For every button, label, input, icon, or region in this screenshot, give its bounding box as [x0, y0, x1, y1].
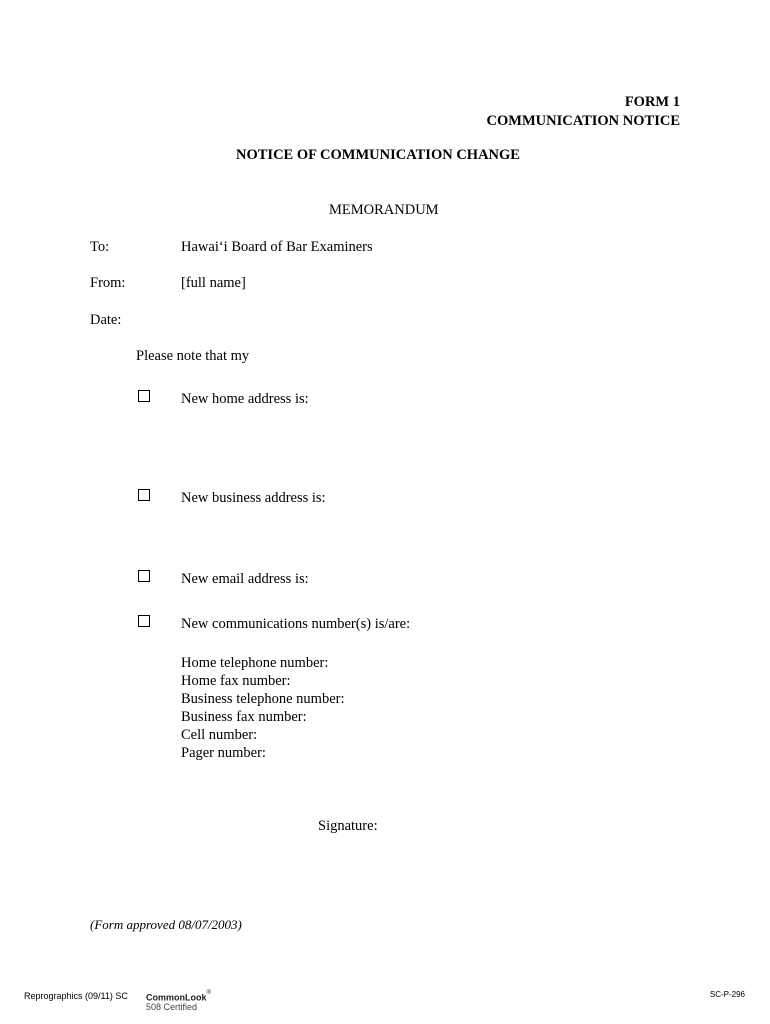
- reprographics-text: Reprographics (09/11) SC: [24, 991, 128, 1001]
- home-address-checkbox[interactable]: [138, 390, 150, 402]
- email-address-checkbox[interactable]: [138, 570, 150, 582]
- phone-number-list: [181, 654, 345, 762]
- from-label: From:: [90, 275, 126, 291]
- cell-number-label: Cell number:: [181, 727, 258, 743]
- signature-label: Signature:: [318, 818, 378, 834]
- commonlook-logo: [146, 988, 211, 1012]
- communications-number-label: New communications number(s) is/are:: [181, 616, 411, 632]
- pager-number-label: Pager number:: [181, 745, 266, 761]
- home-address-label: New home address is:: [181, 391, 309, 407]
- form-number: FORM 1: [624, 94, 680, 110]
- business-telephone-label: Business telephone number:: [181, 691, 345, 707]
- business-fax-label: Business fax number:: [181, 709, 307, 725]
- form-title: COMMUNICATION NOTICE: [486, 113, 680, 129]
- notice-title: NOTICE OF COMMUNICATION CHANGE: [236, 147, 520, 163]
- commonlook-sub: 508 Certified: [146, 1002, 198, 1013]
- business-address-label: New business address is:: [181, 490, 326, 506]
- to-value: Hawai‘i Board of Bar Examiners: [181, 239, 373, 255]
- date-label: Date:: [90, 312, 122, 328]
- intro-text: Please note that my: [136, 348, 250, 364]
- form-code: SC-P-296: [709, 990, 745, 999]
- memo-heading: MEMORANDUM: [329, 202, 439, 218]
- registered-mark: ®: [206, 990, 211, 996]
- from-value: [full name]: [181, 275, 246, 291]
- business-address-checkbox[interactable]: [138, 489, 150, 501]
- commonlook-name: CommonLook: [146, 992, 207, 1003]
- approval-note: (Form approved 08/07/2003): [90, 917, 242, 932]
- email-address-label: New email address is:: [181, 571, 309, 587]
- communications-number-checkbox[interactable]: [138, 615, 150, 627]
- to-label: To:: [90, 239, 110, 255]
- home-fax-label: Home fax number:: [181, 673, 291, 689]
- home-telephone-label: Home telephone number:: [181, 655, 329, 671]
